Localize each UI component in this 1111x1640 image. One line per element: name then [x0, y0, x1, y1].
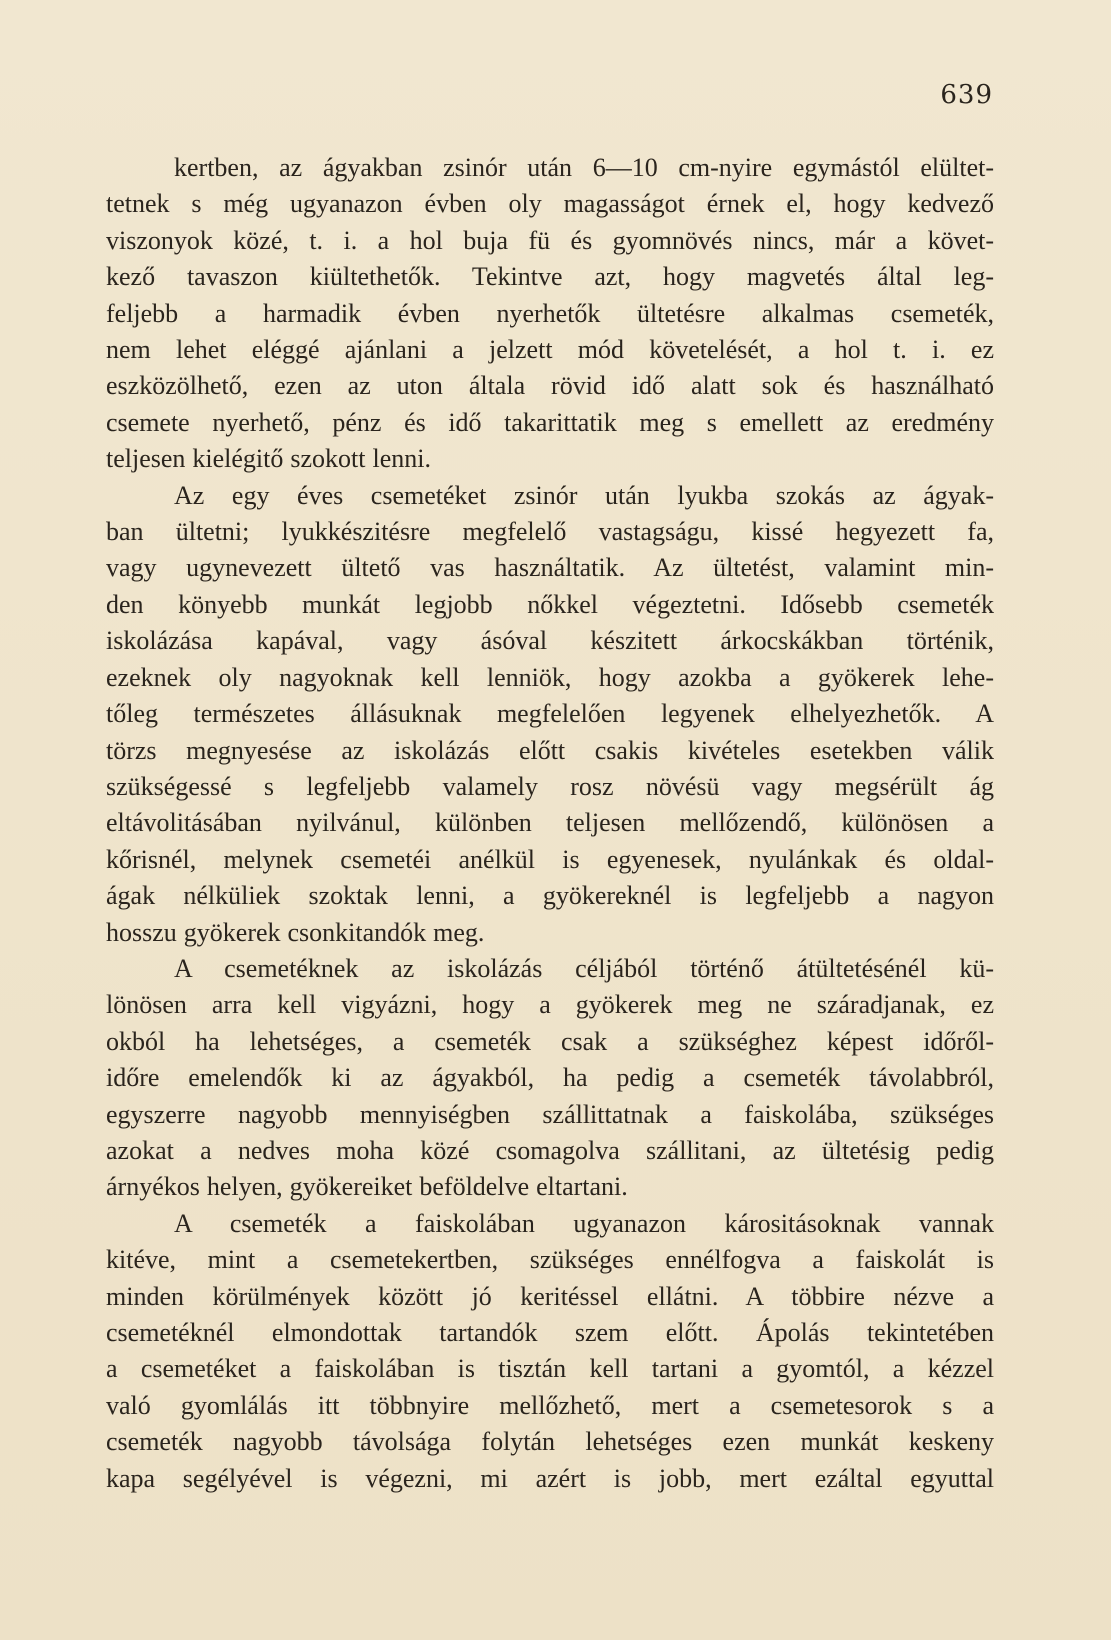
- text-line: A csemeték a faiskolában ugyanazon kárositásoknak vannak: [174, 1208, 994, 1238]
- text-line: okból ha lehetséges, a csemeték csak a szükséghez képest időről-: [106, 1026, 994, 1056]
- text-line: kertben, az ágyakban zsinór után 6—10 cm-nyire egymástól elültet-: [174, 153, 994, 182]
- text-line: den könyebb munkát legjobb nőkkel végeztetni. Idősebb csemeték: [106, 589, 994, 619]
- text-line: tetnek s még ugyanazon évben oly magasságot érnek el, hogy kedvező: [106, 189, 994, 219]
- text-line: kitéve, mint a csemetekertben, szükséges ennélfogva a faiskolát is: [106, 1245, 994, 1275]
- text-line: ban ültetni; lyukkészitésre megfelelő vastagságu, kissé hegyezett fa,: [106, 517, 994, 547]
- text-line: ágak nélküliek szoktak lenni, a gyökereknél is legfeljebb a nagyon: [106, 881, 994, 911]
- paragraph-3: [106, 951, 994, 1206]
- body-text: [106, 150, 994, 1497]
- page-number: 639: [940, 80, 993, 110]
- text-line: a csemetéket a faiskolában is tisztán kell tartani a gyomtól, a kézzel: [106, 1354, 994, 1384]
- text-line: csemetéknél elmondottak tartandók szem előtt. Ápolás tekintetében: [106, 1318, 994, 1347]
- text-line: tőleg természetes állásuknak megfelelően legyenek elhelyezhetők. A: [106, 699, 994, 729]
- text-line: ezeknek oly nagyoknak kell lenniök, hogy azokba a gyökerek lehe-: [106, 662, 994, 692]
- text-line: időre emelendők ki az ágyakból, ha pedig a csemeték távolabbról,: [106, 1063, 994, 1093]
- text-line: A csemetéknek az iskolázás céljából történő átültetésénél kü-: [174, 953, 994, 983]
- text-line: árnyékos helyen, gyökereiket beföldelve eltartani.: [106, 1172, 628, 1202]
- text-line: azokat a nedves moha közé csomagolva szállitani, az ültetésig pedig: [106, 1135, 994, 1165]
- text-line: feljebb a harmadik évben nyerhetők ültetésre alkalmas csemeték,: [106, 298, 994, 328]
- text-line: eszközölhető, ezen az uton általa rövid idő alatt sok és használható: [106, 371, 994, 401]
- paragraph-4: [106, 1206, 994, 1497]
- text-line: kőrisnél, melynek csemetéi anélkül is egyenesek, nyulánkak és oldal-: [106, 844, 994, 874]
- text-line: minden körülmények között jó keritéssel ellátni. A többire nézve a: [106, 1281, 994, 1311]
- paragraph-1: [106, 150, 994, 478]
- text-line: szükségessé s legfeljebb valamely rosz növésü vagy megsérült ág: [106, 771, 994, 801]
- text-line: iskolázása kapával, vagy ásóval készitett árkocskákban történik,: [106, 626, 994, 656]
- text-line: teljesen kielégitő szokott lenni.: [106, 444, 431, 474]
- text-line: viszonyok közé, t. i. a hol buja fü és gyomnövés nincs, már a követ-: [106, 225, 994, 255]
- text-line: Az egy éves csemetéket zsinór után lyukba szokás az ágyak-: [174, 480, 994, 510]
- text-line: csemeték nagyobb távolsága folytán lehetséges ezen munkát keskeny: [106, 1427, 994, 1457]
- text-line: való gyomlálás itt többnyire mellőzhető, mert a csemetesorok s a: [106, 1390, 994, 1420]
- text-line: eltávolitásában nyilvánul, különben teljesen mellőzendő, különösen a: [106, 808, 994, 838]
- text-line: egyszerre nagyobb mennyiségben szállittatnak a faiskolába, szükséges: [106, 1099, 994, 1129]
- text-line: törzs megnyesése az iskolázás előtt csakis kivételes esetekben válik: [106, 735, 994, 765]
- text-line: csemete nyerhető, pénz és idő takarittatik meg s emellett az eredmény: [106, 407, 994, 437]
- text-line: vagy ugynevezett ültető vas használtatik. Az ültetést, valamint min-: [106, 553, 994, 583]
- text-line: nem lehet eléggé ajánlani a jelzett mód követelését, a hol t. i. ez: [106, 335, 994, 365]
- text-line: hosszu gyökerek csonkitandók meg.: [106, 917, 485, 947]
- text-line: kező tavaszon kiültethetők. Tekintve azt, hogy magvetés által leg-: [106, 262, 994, 292]
- paragraph-2: [106, 478, 994, 951]
- text-line: lönösen arra kell vigyázni, hogy a gyökerek meg ne száradjanak, ez: [106, 990, 994, 1020]
- text-line: kapa segélyével is végezni, mi azért is jobb, mert ezáltal egyuttal: [106, 1463, 994, 1493]
